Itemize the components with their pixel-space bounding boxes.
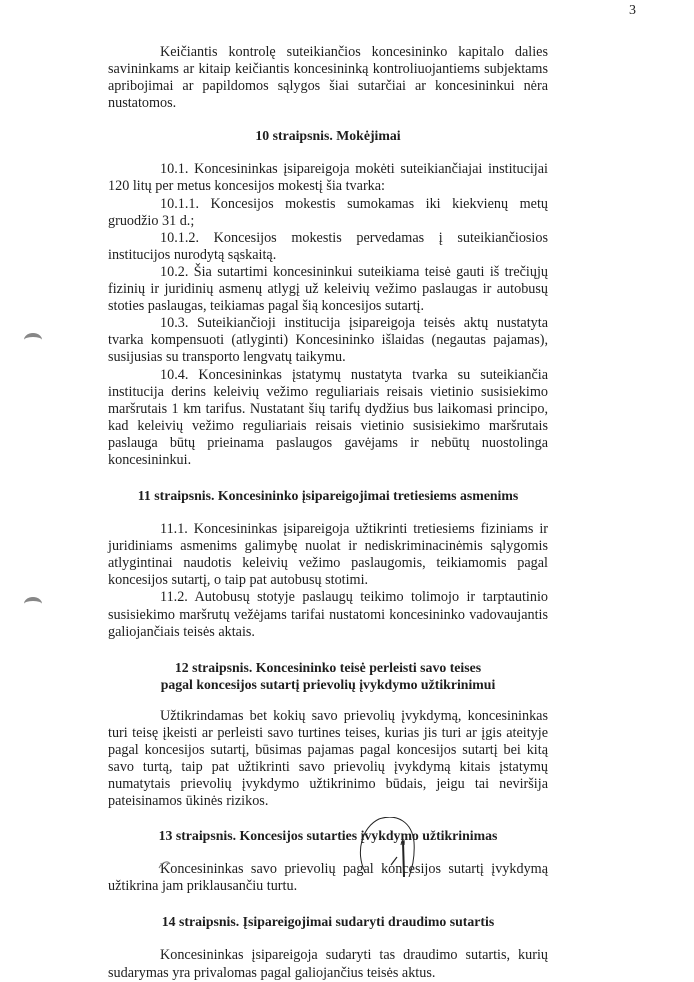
article-10-heading: 10 straipsnis. Mokėjimai <box>255 128 401 144</box>
paragraph-10-3: 10.3. Suteikiančioji institucija įsipareigoja teisės aktų nustatyta tvarka kompensuoti (atlyginti) Koncesininko išlaidas (negautas pajamas), susijusias su transporto lengvatų taikymu. <box>108 315 548 366</box>
paragraph-10-1-1: 10.1.1. Koncesijos mokestis sumokamas iki kiekvienų metų gruodžio 31 d.; <box>108 195 548 229</box>
paragraph-13: Koncesininkas savo prievolių pagal koncesijos sutartį įvykdymą užtikrina jam priklausančiu turtu. <box>108 861 548 895</box>
article-14-heading: 14 straipsnis. Įsipareigojimai sudaryti draudimo sutartis <box>161 914 495 930</box>
signature-icon <box>357 817 437 877</box>
paragraph-10-4: 10.4. Koncesininkas įstatymų nustatyta tvarka su suteikiančia institucija derins keleivių vežimo reguliariais reisais vietinio susisiekimo maršrutais 1 km tarifus. Nustatant šių tarifų dydžius bus laikomasi principo, kad keleivių vežimo reguliariais reisais vietinio susisiekimo maršrutais paslauga būtų prieinama paslaugos gavėjams ir nebūtų nuostolinga koncesininkui. <box>108 366 548 468</box>
scan-mark-icon <box>158 860 178 869</box>
intro-paragraph: Keičiantis kontrolę suteikiančios koncesininko kapitalo dalies savininkams ar kitaip keičiantis koncesininką kontroliuojantiems subjektams apribojimai ar papildomos sąlygos šiai sutarčiai ar koncesininkui nėra nustatomos. <box>108 44 548 112</box>
article-11-heading: 11 straipsnis. Koncesininko įsipareigojimai tretiesiems asmenims <box>137 488 519 504</box>
article-12-heading <box>108 659 548 693</box>
article-12-heading-line-2: pagal koncesijos sutartį prievolių įvykdymo užtikrinimui <box>160 676 496 692</box>
document-body <box>108 44 548 982</box>
paragraph-12: Užtikrindamas bet kokių savo prievolių įvykdymą, koncesininkas turi teisę įkeisti ar perleisti savo turtines teises, kurias jis turi ar įgis ateityje pagal koncesijos sutartį, būsimas pajamas pagal koncesijos sutartį bei kitą savo turtą, taip pat užtikrinti savo prievolių įvykdymą kitais įstatymų numatytais prievolių įvykdymo užtikrinimo būdais, jeigu tai neviršija pateisinamos ūkinės rizikos. <box>108 707 548 810</box>
paragraph-11-2: 11.2. Autobusų stotyje paslaugų teikimo tolimojo ir tarptautinio susisiekimo maršrutų vežėjams tarifai nustatomi koncesininko vadovaujantis galiojančiais teisės aktais. <box>108 589 548 640</box>
paragraph-11-1: 11.1. Koncesininkas įsipareigoja užtikrinti tretiesiems fiziniams ir juridiniams asmenims galimybę nuolat ir nediskriminacinėmis sąlygomis atlygintinai naudotis keleivių vežimo paslaugomis, teikiamomis pagal koncesijos sutartį, o taip pat autobusų stotimi. <box>108 521 548 589</box>
page-number: 3 <box>629 3 636 18</box>
punch-hole-icon <box>24 597 42 611</box>
paragraph-14: Koncesininkas įsipareigoja sudaryti tas draudimo sutartis, kurių sudarymas yra privalomas pagal galiojančius teisės aktus. <box>108 947 548 981</box>
paragraph-10-1-2: 10.1.2. Koncesijos mokestis pervedamas į suteikiančiosios institucijos nurodytą sąskaitą. <box>108 229 548 263</box>
paragraph-10-1: 10.1. Koncesininkas įsipareigoja mokėti suteikiančiajai institucijai 120 litų per metus koncesijos mokestį šia tvarka: <box>108 161 548 195</box>
paragraph-10-2: 10.2. Šia sutartimi koncesininkui suteikiama teisė gauti iš trečiųjų fizinių ir juridinių asmenų atlygį už keleivių vežimo paslaugas ir autobusų stoties paslaugas, teikiamas pagal šią koncesijos sutartį. <box>108 263 548 315</box>
punch-hole-icon <box>24 333 42 347</box>
article-12-heading-line-1: 12 straipsnis. Koncesininko teisė perleisti savo teises <box>174 659 482 675</box>
article-13-heading: 13 straipsnis. Koncesijos sutarties įvykdymo užtikrinimas <box>158 828 498 844</box>
